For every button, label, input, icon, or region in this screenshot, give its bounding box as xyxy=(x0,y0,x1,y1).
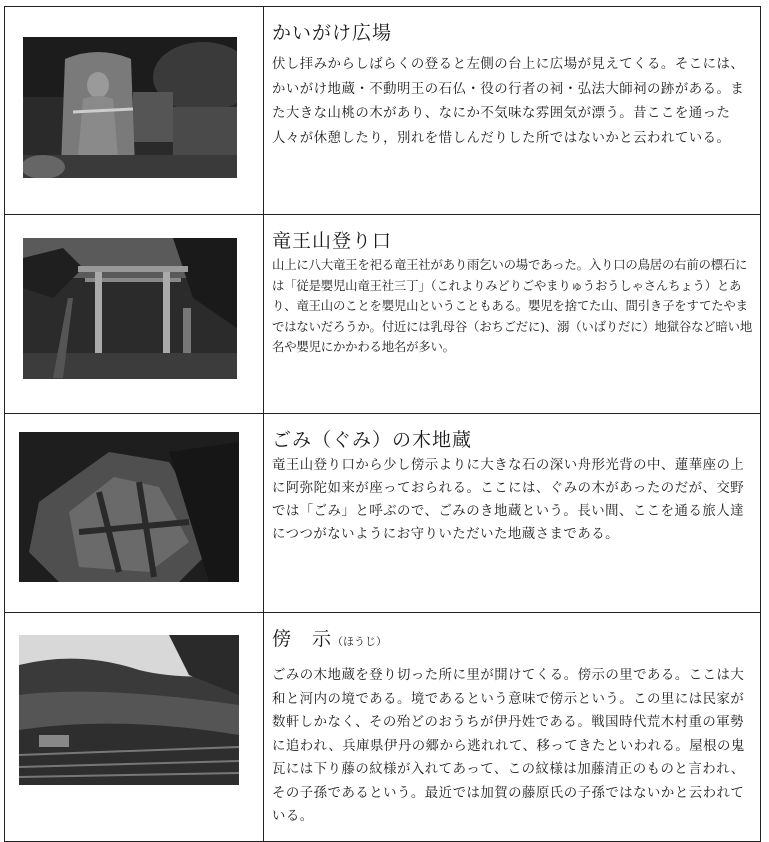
entry-title: ごみ（ぐみ）の木地蔵 xyxy=(272,429,473,451)
entry-title: 竜王山登り口 xyxy=(272,230,393,252)
text-cell xyxy=(264,414,761,613)
entry-body: 伏し拝みからしばらくの登ると左側の台上に広場が見えてくる。そこには、かいがけ地蔵・不動明王の石仏・役の行者の祠・弘法大師祠の跡がある。また大きな山桃の木があり、なにか不気味な雰囲気が漂う。昔ここを通った人々が休憩したり，別れを惜しんだりした所ではないかと云われている。 xyxy=(272,57,745,146)
text-cell xyxy=(264,215,761,414)
photo-village-landscape xyxy=(19,635,239,785)
text-cell xyxy=(264,613,761,842)
entry-body: 山上に八大竜王を祀る竜王社があり雨乞いの場であった。入り口の鳥居の右前の標石には「従是嬰児山竜王社三丁」（これよりみどりごやまりゅうおうしゃさんちょう）とあり、竜王山のことを嬰児山ということもある。嬰児を捨てた山、間引き子をすてたやまではないだろうか。付近には乳母谷（おちごだに)、溺（いばりだに）地獄谷など暗い地名や嬰児にかかわる地名が多い。 xyxy=(272,257,753,354)
entry-title-text: 傍 示 xyxy=(272,628,333,650)
text-cell xyxy=(264,7,761,215)
photo-torii-gate xyxy=(23,238,237,379)
entry-title: かいがけ広場 xyxy=(272,22,393,44)
entry-title-reading: （ほうじ） xyxy=(332,635,388,648)
photo-cell xyxy=(5,613,264,842)
photo-cell xyxy=(5,7,264,215)
entry-row xyxy=(5,414,761,613)
photo-carved-stone xyxy=(19,432,239,582)
photo-cell xyxy=(5,215,264,414)
entry-row xyxy=(5,215,761,414)
document-sheet xyxy=(4,6,763,824)
entry-body: 竜王山登り口から少し傍示よりに大きな石の深い舟形光背の中、蓮華座の上に阿弥陀如来が座っておられる。ここには、ぐみの木があったのだが、交野では「ごみ」と呼ぶので、ごみのき地蔵という。長い間、ここを通る旅人達につつがないようにお守りいただいた地蔵さまである。 xyxy=(272,458,745,542)
entry-row xyxy=(5,613,761,842)
entry-row xyxy=(5,7,761,215)
entry-title xyxy=(272,627,754,654)
entries-table xyxy=(4,6,761,842)
photo-cell xyxy=(5,414,264,613)
entry-body: ごみの木地蔵を登り切った所に里が開けてくる。傍示の里である。ここは大和と河内の境である。境であるという意味で傍示という。この里には民家が数軒しかなく、その殆どのおうちが伊丹姓である。戦国時代荒木村重の軍勢に追われ、兵庫県伊丹の郷から逃れれて、移ってきたといわれる。屋根の鬼瓦には下り藤の紋様が入れてあって、この紋様は加藤清正のものと言われ、その子孫であるという。最近では加賀の藤原氏の子孫ではないかと云われている。 xyxy=(272,668,745,824)
photo-stone-jizo xyxy=(23,37,237,178)
